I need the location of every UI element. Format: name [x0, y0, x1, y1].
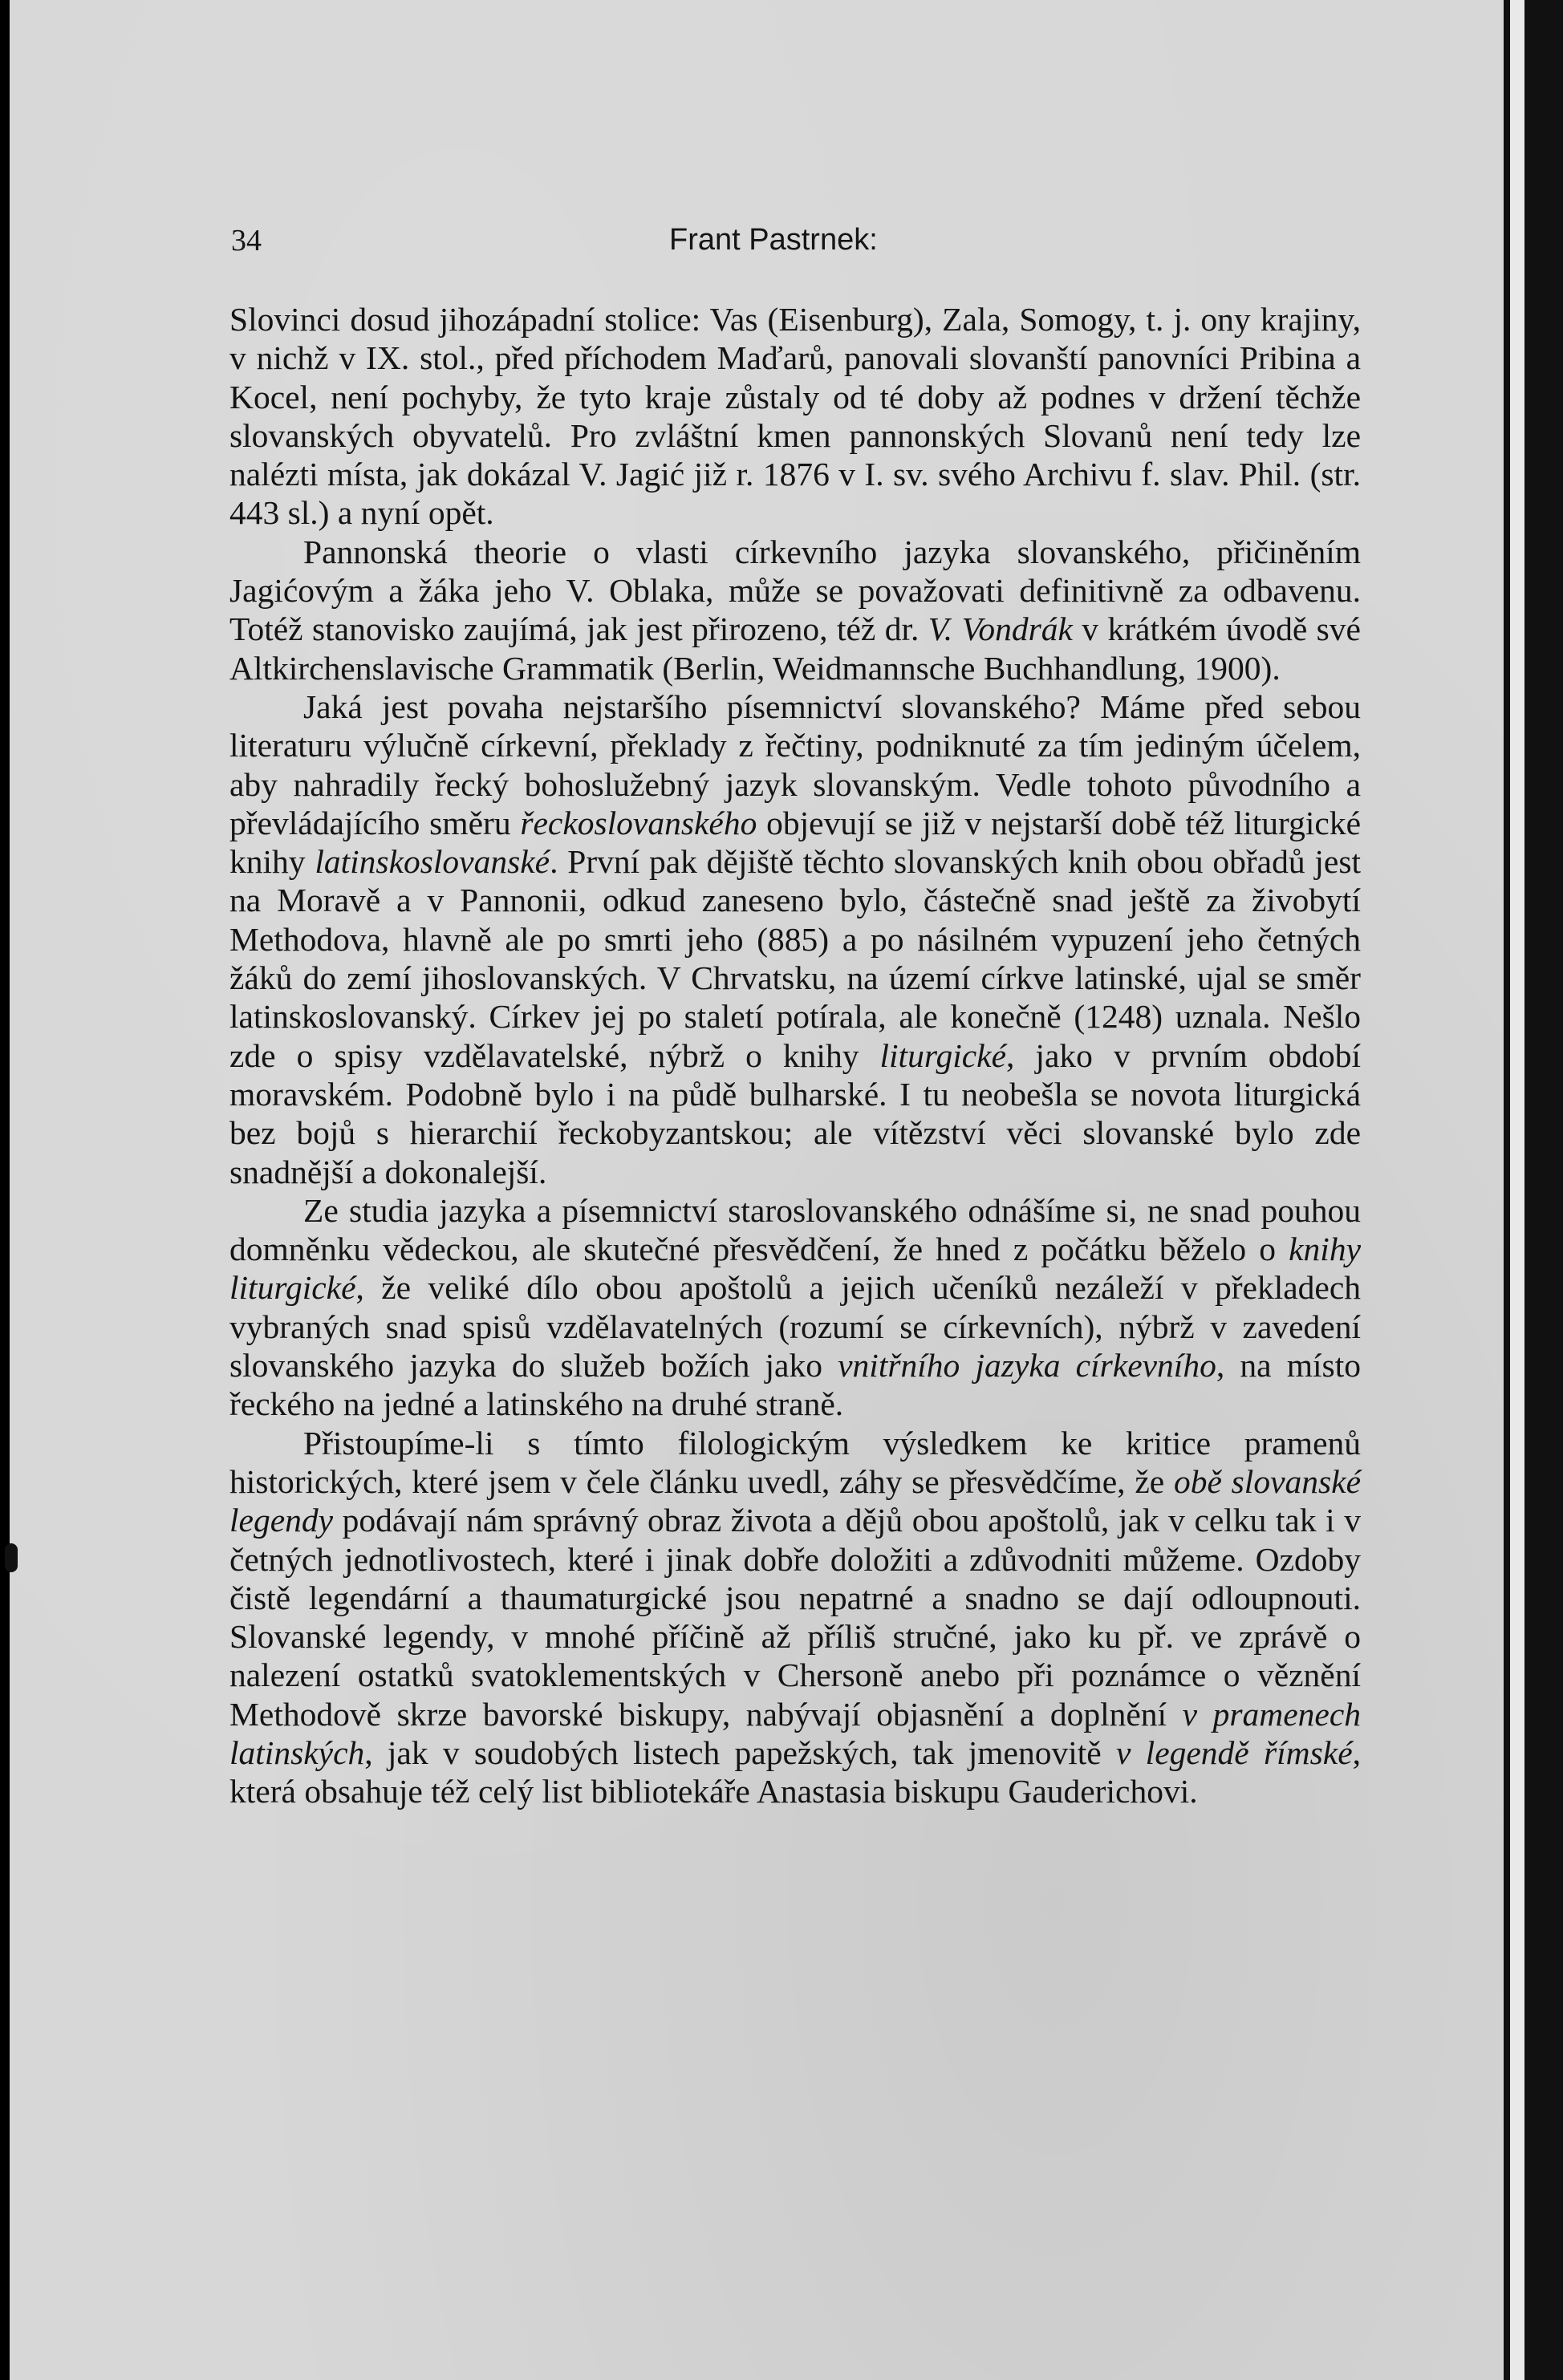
page-edge: [1504, 0, 1563, 2380]
paragraph-text: v krátkém úvodě své Altkirchenslavische Grammatik (Berlin, Weidmannsche Buchhandlung, 1900).: [229, 610, 1361, 687]
paragraph: [229, 1191, 1361, 1424]
running-title: Frant Pastrnek:: [669, 223, 878, 257]
page-edge-strip: [1510, 0, 1524, 2380]
paragraph-text: Slovinci dosud jihozápadní stolice: Vas (Eisenburg), Zala, Somogy, t. j. ony krajiny, v nichž v IX. stol., před příchodem Maďarů, panovali slovanští panovníci Pribina a Kocel, není pochyby, že tyto kraje zůstaly od té doby až podnes v držení těchže slovanských obyvatelů. Pro zvláštní kmen pannonských Slovanů není tedy lze nalézti místa, jak dokázal V. Jagić již r. 1876 v I. sv. svého Archivu f. slav. Phil. (str. 443 sl.) a nyní opět.: [229, 301, 1361, 532]
paragraph: [229, 1424, 1361, 1811]
paragraph-text: , která obsahuje též celý list bibliotekáře Anastasia biskupu Gauderichovi.: [229, 1733, 1361, 1810]
paragraph-text: , jak v soudobých listech papežských, tak jmenovitě: [364, 1733, 1116, 1771]
page-header: [231, 223, 1361, 271]
paragraph-text: Ze studia jazyka a písemnictví staroslovanského odnášíme si, ne snad pouhou domněnku vědeckou, ale skutečné přesvědčení, že hned z počátku běželo o: [229, 1191, 1361, 1268]
paragraph: [229, 300, 1361, 533]
italic-text: v pramenech latinských: [229, 1695, 1361, 1771]
paragraph-text: Jaká jest povaha nejstaršího písemnictví slovanského? Máme před sebou literaturu výlučně církevní, překlady z řečtiny, podniknuté za tím jediným účelem, aby nahradily řecký bohoslužebný jazyk slovanským. Vedle tohoto původního a převládajícího směru: [229, 687, 1361, 841]
paragraph-text: , na místo řeckého na jedné a latinského na druhé straně.: [229, 1347, 1361, 1423]
paragraph-text: objevují se již v nejstarší době též liturgické knihy: [229, 804, 1361, 881]
scan-mark: [5, 1543, 18, 1572]
paragraph-text: Přistoupíme-li s tímto filologickým výsledkem ke kritice pramenů historických, které jsem v čele článku uvedl, záhy se přesvědčíme, že: [229, 1424, 1361, 1500]
italic-text: liturgické: [879, 1036, 1006, 1074]
paragraph-text: , že veliké dílo obou apoštolů a jejich učeníků nezáleží v překladech vybraných snad spisů vzdělavatelných (rozumí se církevních), nýbrž v zavedení slovanského jazyka do služeb božích jako: [229, 1269, 1361, 1385]
italic-text: knihy liturgické: [229, 1231, 1361, 1307]
italic-text: latinskoslovanské: [315, 843, 550, 881]
paragraph-text: Pannonská theorie o vlasti církevního jazyka slovanského, přičiněním Jagićovým a žáka jeho V. Oblaka, může se považovati definitivně za odbavenu. Totéž stanovisko zaujímá, jak jest přirozeno, též dr.: [229, 533, 1361, 648]
page-number: 34: [231, 224, 262, 257]
italic-text: řeckoslovanského: [520, 804, 757, 841]
paragraph: [229, 687, 1361, 1191]
italic-text: v legendě římské: [1115, 1733, 1353, 1771]
paragraph-text: podávají nám správný obraz života a dějů obou apoštolů, jak v celku tak i v četných jednotlivostech, které i jinak dobře doložiti a zdůvodniti můžeme. Ozdoby čistě legendární a thaumaturgické jsou nepatrné a snadno se dají odloupnouti. Slovanské legendy, v mnohé příčině až příliš stručné, jako ku př. ve zprávě o nalezení ostatků svatoklementských v Chersoně anebo při poznámce o věznění Methodově skrze bavorské biskupy, nabývají objasnění a doplnění: [229, 1502, 1361, 1733]
paragraph-text: . První pak dějiště těchto slovanských knih obou obřadů jest na Moravě a v Pannonii, odkud zaneseno bylo, částečně snad ještě za živobytí Methodova, hlavně ale po smrti jeho (885) a po násilném vypuzení jeho četných žáků do zemí jihoslovanských. V Chrvatsku, na území církve latinské, ujal se směr latinskoslovanský. Církev jej po staletí potírala, ale konečně (1248) uznala. Nešlo zde o spisy vzdělavatelské, nýbrž o knihy: [229, 843, 1361, 1074]
italic-text: V. Vondrák: [928, 610, 1073, 648]
paragraph-text: , jako v prvním období moravském. Podobně bylo i na půdě bulharské. I tu neobešla se novota liturgická bez bojů s hierarchií řeckobyzantskou; ale vítězství věci slovanské bylo zde snadnější a dokonalejší.: [229, 1036, 1361, 1190]
body-text: [229, 300, 1361, 1811]
italic-text: vnitřního jazyka církevního: [838, 1347, 1216, 1385]
paragraph: [229, 533, 1361, 687]
italic-text: obě slovanské legendy: [229, 1462, 1361, 1539]
